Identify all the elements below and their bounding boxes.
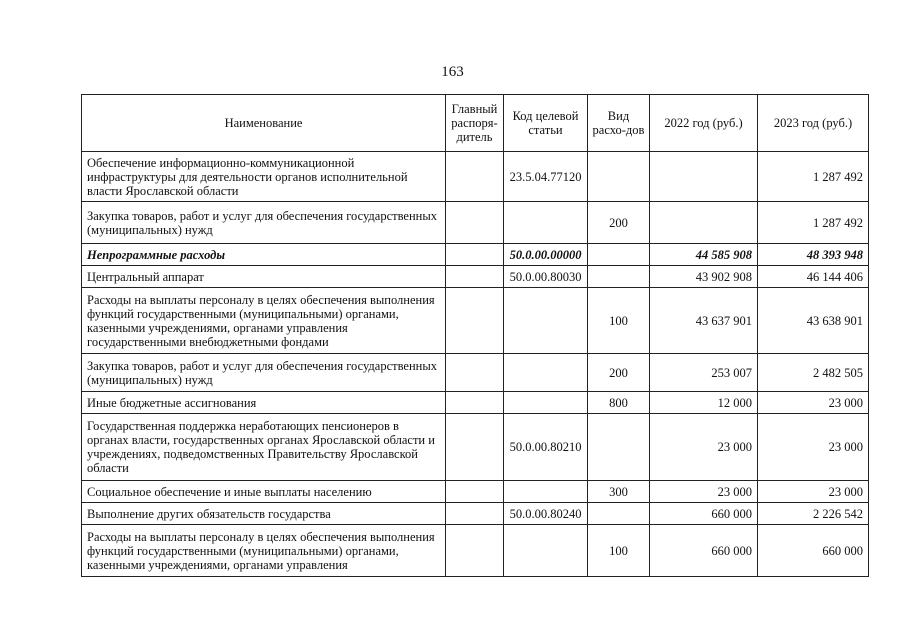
- row-code: 23.5.04.77120: [504, 152, 588, 202]
- row-kind: 100: [588, 288, 650, 354]
- row-2023: 48 393 948: [758, 244, 869, 266]
- row-name: Обеспечение информационно-коммуникационной инфраструктуры для деятельности органов исполнительной власти Ярославской области: [82, 152, 446, 202]
- row-name: Иные бюджетные ассигнования: [82, 392, 446, 414]
- row-manager: [446, 202, 504, 244]
- row-2022: [650, 152, 758, 202]
- table-row: [82, 354, 869, 392]
- row-2022: 253 007: [650, 354, 758, 392]
- row-2023: 1 287 492: [758, 152, 869, 202]
- row-name: Расходы на выплаты персоналу в целях обеспечения выполнения функций государственными (муниципальными) органами, казенными учреждениями, органами управления государственными внебюджетными фондами: [82, 288, 446, 354]
- row-code: [504, 288, 588, 354]
- row-code: [504, 354, 588, 392]
- row-name: Закупка товаров, работ и услуг для обеспечения государственных (муниципальных) нужд: [82, 202, 446, 244]
- row-kind: 200: [588, 202, 650, 244]
- header-target-code: Код целевой статьи: [504, 95, 588, 152]
- row-name: Непрограммные расходы: [82, 244, 446, 266]
- table-row: [82, 503, 869, 525]
- row-kind: 100: [588, 525, 650, 577]
- row-manager: [446, 244, 504, 266]
- table-row: [82, 152, 869, 202]
- row-kind: [588, 503, 650, 525]
- row-code: 50.0.00.80240: [504, 503, 588, 525]
- row-2022: 43 637 901: [650, 288, 758, 354]
- page-number: 163: [441, 64, 464, 80]
- row-kind: [588, 266, 650, 288]
- row-code: 50.0.00.80030: [504, 266, 588, 288]
- table-row: [82, 414, 869, 481]
- row-2022: 44 585 908: [650, 244, 758, 266]
- row-2023: 43 638 901: [758, 288, 869, 354]
- row-code: 50.0.00.80210: [504, 414, 588, 481]
- row-2022: 23 000: [650, 414, 758, 481]
- row-manager: [446, 152, 504, 202]
- row-2023: 46 144 406: [758, 266, 869, 288]
- row-name: Закупка товаров, работ и услуг для обеспечения государственных (муниципальных) нужд: [82, 354, 446, 392]
- row-manager: [446, 525, 504, 577]
- row-2022: 43 902 908: [650, 266, 758, 288]
- table-row: [82, 288, 869, 354]
- table-row: [82, 525, 869, 577]
- budget-table: [81, 94, 869, 577]
- row-kind: [588, 414, 650, 481]
- row-code: [504, 202, 588, 244]
- header-year-2022: 2022 год (руб.): [650, 95, 758, 152]
- row-name: Государственная поддержка неработающих пенсионеров в органах власти, государственных органах Ярославской области и учреждениях, подведомственных Правительству Ярославской области: [82, 414, 446, 481]
- row-2022: 660 000: [650, 503, 758, 525]
- row-manager: [446, 354, 504, 392]
- row-manager: [446, 392, 504, 414]
- row-2023: 1 287 492: [758, 202, 869, 244]
- header-manager: Главный распоря-дитель: [446, 95, 504, 152]
- row-code: [504, 392, 588, 414]
- row-name: Расходы на выплаты персоналу в целях обеспечения выполнения функций государственными (муниципальными) органами, казенными учреждениями, органами управления: [82, 525, 446, 577]
- row-kind: 200: [588, 354, 650, 392]
- row-2022: [650, 202, 758, 244]
- row-2022: 12 000: [650, 392, 758, 414]
- row-manager: [446, 414, 504, 481]
- row-2022: 660 000: [650, 525, 758, 577]
- header-year-2023: 2023 год (руб.): [758, 95, 869, 152]
- table-row: [82, 392, 869, 414]
- row-manager: [446, 481, 504, 503]
- row-kind: [588, 244, 650, 266]
- row-manager: [446, 288, 504, 354]
- row-2023: 660 000: [758, 525, 869, 577]
- row-2023: 23 000: [758, 414, 869, 481]
- row-2023: 2 482 505: [758, 354, 869, 392]
- row-2023: 23 000: [758, 392, 869, 414]
- table-row: [82, 481, 869, 503]
- row-manager: [446, 266, 504, 288]
- table-row: [82, 244, 869, 266]
- row-kind: [588, 152, 650, 202]
- header-expense-type: Вид расхо-дов: [588, 95, 650, 152]
- row-code: 50.0.00.00000: [504, 244, 588, 266]
- row-name: Социальное обеспечение и иные выплаты населению: [82, 481, 446, 503]
- row-2023: 23 000: [758, 481, 869, 503]
- row-manager: [446, 503, 504, 525]
- row-kind: 800: [588, 392, 650, 414]
- header-name: Наименование: [82, 95, 446, 152]
- row-name: Выполнение других обязательств государства: [82, 503, 446, 525]
- row-name: Центральный аппарат: [82, 266, 446, 288]
- table-row: [82, 266, 869, 288]
- table-row: [82, 202, 869, 244]
- row-2022: 23 000: [650, 481, 758, 503]
- table-header-row: [82, 95, 869, 152]
- row-kind: 300: [588, 481, 650, 503]
- row-code: [504, 481, 588, 503]
- row-2023: 2 226 542: [758, 503, 869, 525]
- row-code: [504, 525, 588, 577]
